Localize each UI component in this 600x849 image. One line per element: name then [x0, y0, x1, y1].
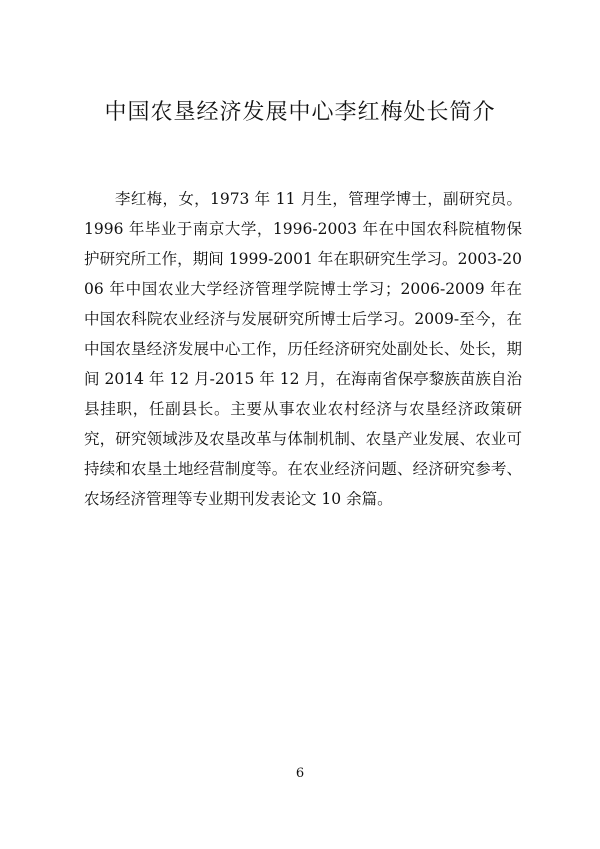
biography-paragraph: 李红梅，女，1973 年 11 月生，管理学博士，副研究员。1996 年毕业于南京大学，1996-2003 年在中国农科院植物保护研究所工作，期间 1999-2001 年在职研究生学习。2003-2006 年中国农业大学经济管理学院博士学习；2006-2009 年在中国农科院农业经济与发展研究所博士后学习。2009-至今，在中国农垦经济发展中心工作，历任经济研究处副处长、处长，期间 2014 年 12 月-2015 年 12 月，在海南省保亭黎族苗族自治县挂职，任副县长。主要从事农业农村经济与农垦经济政策研究，研究领域涉及农垦改革与体制机制、农垦产业发展、农业可持续和农垦土地经营制度等。在农业经济问题、经济研究参考、农场经济管理等专业期刊发表论文 10 余篇。	[84, 189, 522, 508]
page-number: 6	[295, 766, 305, 781]
page-title: 中国农垦经济发展中心李红梅处长简介	[104, 100, 496, 125]
